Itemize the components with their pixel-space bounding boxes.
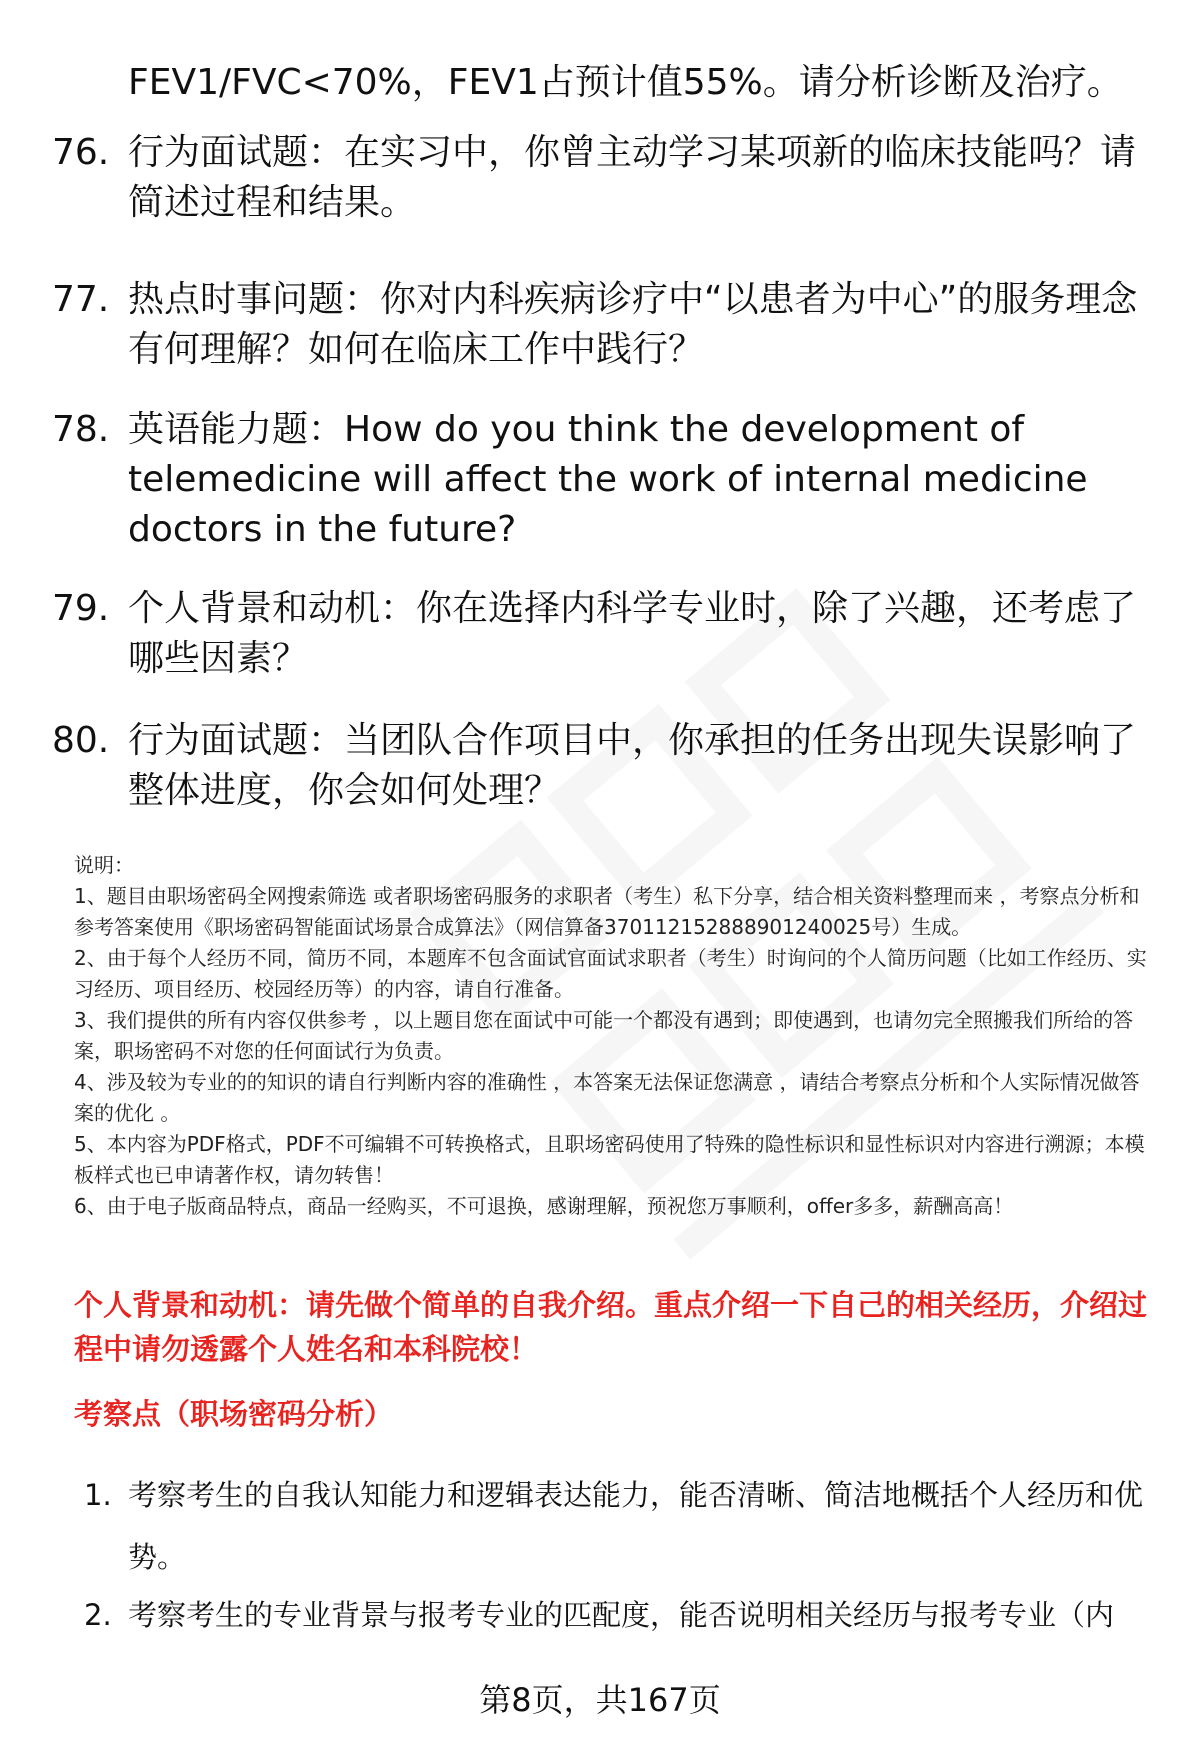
notes-section: [74, 850, 1154, 1222]
analysis-text: 考察考生的专业背景与报考专业的匹配度，能否说明相关经历与报考专业（内: [128, 1598, 1115, 1632]
question-text: 个人背景和动机：你在选择内科学专业时，除了兴趣，还考虑了哪些因素？: [128, 588, 1137, 679]
analysis-item: [84, 1584, 1154, 1646]
question-text: 英语能力题：How do you think the development of telemedicine will affect the work of internal medicine doctors in the future?: [128, 409, 1088, 550]
highlight-question: 个人背景和动机：请先做个简单的自我介绍。重点介绍一下自己的相关经历，介绍过程中请勿透露个人姓名和本科院校！: [74, 1288, 1148, 1366]
analysis-text: 考察考生的自我认知能力和逻辑表达能力，能否清晰、简洁地概括个人经历和优势。: [128, 1478, 1144, 1574]
notes-item: 6、由于电子版商品特点，商品一经购买，不可退换，感谢理解，预祝您万事顺利，offer多多，薪酬高高！: [74, 1194, 1014, 1218]
question-continuation: FEV1/FVC<70%，FEV1占预计值55%。请分析诊断及治疗。: [128, 62, 1123, 103]
question-item: [52, 716, 1142, 816]
analysis-heading: 考察点（职场密码分析）: [74, 1397, 394, 1431]
notes-item: 5、本内容为PDF格式，PDF不可编辑不可转换格式，且职场密码使用了特殊的隐性标识和显性标识对内容进行溯源；本模板样式也已申请著作权，请勿转售！: [74, 1132, 1145, 1187]
question-number: 76.: [52, 132, 110, 173]
question-number: 77.: [52, 279, 110, 320]
notes-item: 3、我们提供的所有内容仅供参考 ，以上题目您在面试中可能一个都没有遇到；即使遇到，也请勿完全照搬我们所给的答案，职场密码不对您的任何面试行为负责。: [74, 1008, 1134, 1063]
analysis-item: [84, 1464, 1154, 1588]
question-text: 热点时事问题：你对内科疾病诊疗中“以患者为中心”的服务理念有何理解？如何在临床工作中践行？: [128, 279, 1138, 370]
question-number: 79.: [52, 588, 110, 629]
page-footer: 第8页，共167页: [479, 1681, 721, 1719]
question-item: [52, 584, 1142, 684]
question-number: 78.: [52, 409, 110, 450]
notes-item: 2、由于每个人经历不同，简历不同，本题库不包含面试官面试求职者（考生）时询问的个人简历问题（比如工作经历、实习经历、项目经历、校园经历等）的内容，请自行准备。: [74, 946, 1147, 1001]
analysis-number: 1.: [84, 1478, 112, 1512]
question-item: [52, 275, 1142, 375]
question-text: 行为面试题：在实习中，你曾主动学习某项新的临床技能吗？请简述过程和结果。: [128, 132, 1137, 223]
question-number: 80.: [52, 720, 110, 761]
notes-item: 1、题目由职场密码全网搜索筛选 或者职场密码服务的求职者（考生）私下分享，结合相关资料整理而来 ，考察点分析和参考答案使用《职场密码智能面试场景合成算法》（网信算备370112152888901240025号）生成。: [74, 884, 1140, 939]
analysis-number: 2.: [84, 1598, 112, 1632]
question-item: [52, 128, 1142, 228]
question-item: [52, 405, 1142, 555]
question-text: 行为面试题：当团队合作项目中，你承担的任务出现失误影响了整体进度，你会如何处理？: [128, 720, 1137, 811]
notes-item: 4、涉及较为专业的的知识的请自行判断内容的准确性 ，本答案无法保证您满意 ，请结合考察点分析和个人实际情况做答案的优化 。: [74, 1070, 1140, 1125]
notes-title: 说明：: [74, 853, 134, 877]
